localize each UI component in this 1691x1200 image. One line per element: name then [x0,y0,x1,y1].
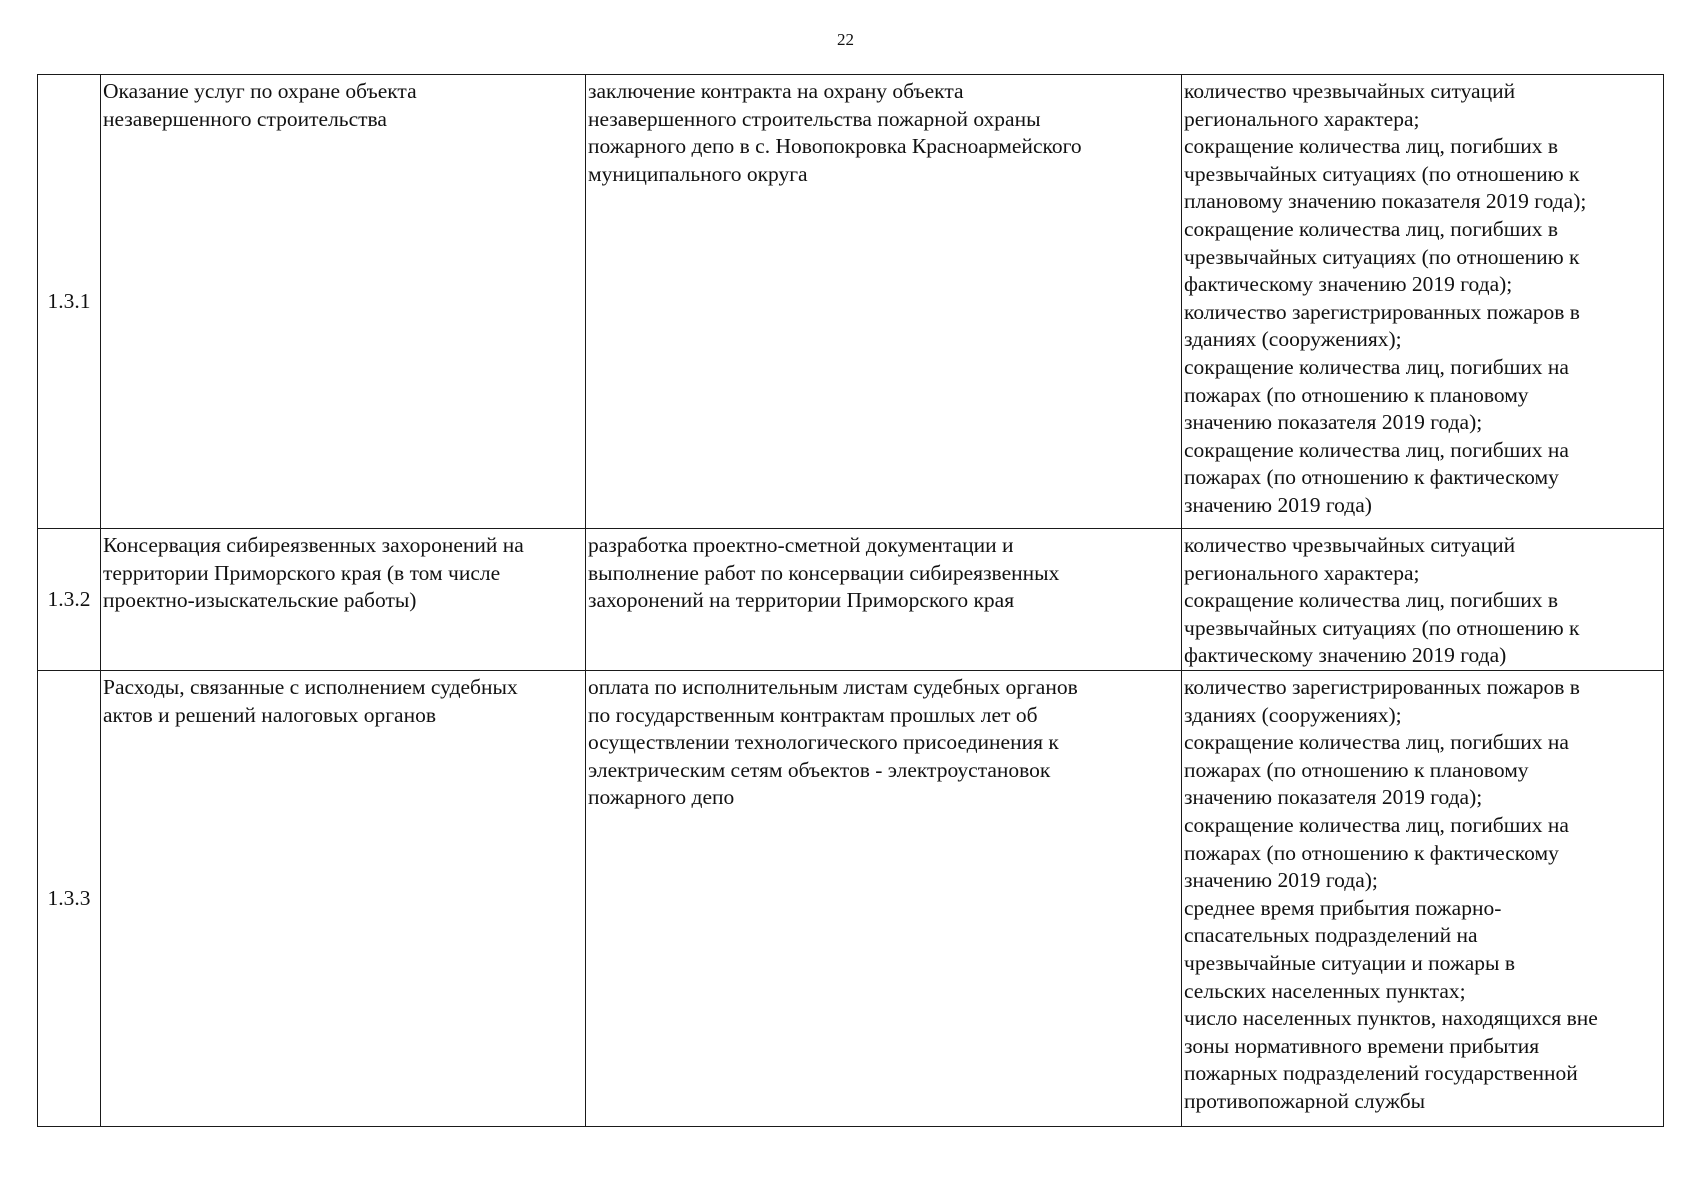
cell-text-line: сельских населенных пунктах; [1184,978,1466,1003]
cell-text-line: Расходы, связанные с исполнением судебных [103,675,518,699]
cell-text-line: Консервация сибиреязвенных захоронений на [103,533,524,557]
cell-text-line: осуществлении технологического присоединения к [588,730,1059,755]
item-indicators [1182,671,1664,1127]
item-number: 1.3.3 [38,671,101,1127]
cell-text-line: сокращение количества лиц, погибших в [1184,134,1559,159]
item-measure [586,75,1182,529]
cell-text-line: Оказание услуг по охране объекта [103,79,417,103]
cell-text-line: проектно-изыскательские работы) [103,588,417,613]
cell-text-line: незавершенного строительства пожарной охраны [588,106,1041,131]
measures-table [37,74,1664,1127]
item-name [101,671,586,1127]
cell-text-line: оплата по исполнительным листам судебных органов [588,675,1078,699]
item-name [101,75,586,529]
item-measure [586,671,1182,1127]
cell-text-line: значению 2019 года); [1184,868,1378,893]
item-number: 1.3.2 [38,529,101,671]
cell-text-line: фактическому значению 2019 года); [1184,272,1513,297]
cell-text-line: пожарах (по отношению к плановому [1184,382,1529,407]
cell-text-line: разработка проектно-сметной документации и [588,533,1014,557]
cell-text-line: сокращение количества лиц, погибших в [1184,216,1559,241]
item-indicators [1182,75,1664,529]
cell-text-line: зданиях (сооружениях); [1184,327,1402,352]
cell-text-line: значению показателя 2019 года); [1184,785,1483,810]
cell-text-line: муниципального округа [588,161,808,186]
table-row [38,75,1664,529]
cell-text-line: сокращение количества лиц, погибших на [1184,730,1569,755]
cell-text-line: сокращение количества лиц, погибших на [1184,812,1569,837]
cell-text-line: чрезвычайных ситуациях (по отношению к [1184,615,1580,640]
cell-text-line: зоны нормативного времени прибытия [1184,1033,1540,1058]
cell-text-line: пожарах (по отношению к фактическому [1184,465,1559,490]
cell-text-line: количество зарегистрированных пожаров в [1184,675,1580,699]
cell-text-line: количество чрезвычайных ситуаций [1184,533,1516,557]
cell-text-line: сокращение количества лиц, погибших в [1184,588,1559,613]
item-measure [586,529,1182,671]
cell-text-line: захоронений на территории Приморского края [588,588,1015,613]
cell-text-line: количество зарегистрированных пожаров в [1184,299,1580,324]
cell-text-line: регионального характера; [1184,106,1420,131]
cell-text-line: среднее время прибытия пожарно- [1184,895,1502,920]
cell-text-line: пожарного депо [588,785,735,810]
item-number: 1.3.1 [38,75,101,529]
cell-text-line: противопожарной службы [1184,1088,1426,1113]
cell-text-line: пожарного депо в с. Новопокровка Красноармейского [588,134,1082,159]
cell-text-line: выполнение работ по консервации сибиреязвенных [588,560,1060,585]
cell-text-line: чрезвычайных ситуациях (по отношению к [1184,244,1580,269]
cell-text-line: количество чрезвычайных ситуаций [1184,79,1516,103]
table-row [38,671,1664,1127]
cell-text-line: значению 2019 года) [1184,492,1372,517]
cell-text-line: сокращение количества лиц, погибших на [1184,437,1569,462]
cell-text-line: пожарах (по отношению к фактическому [1184,840,1559,865]
page-number: 22 [837,30,854,49]
item-indicators [1182,529,1664,671]
cell-text-line: заключение контракта на охрану объекта [588,79,964,103]
table-row [38,529,1664,671]
cell-text-line: плановому значению показателя 2019 года); [1184,189,1587,214]
cell-text-line: значению показателя 2019 года); [1184,410,1483,435]
cell-text-line: по государственным контрактам прошлых лет об [588,702,1038,727]
cell-text-line: пожарных подразделений государственной [1184,1061,1578,1086]
cell-text-line: сокращение количества лиц, погибших на [1184,354,1569,379]
cell-text-line: число населенных пунктов, находящихся вне [1184,1006,1598,1031]
cell-text-line: чрезвычайных ситуациях (по отношению к [1184,161,1580,186]
item-name [101,529,586,671]
cell-text-line: актов и решений налоговых органов [103,702,436,727]
cell-text-line: электрическим сетям объектов - электроустановок [588,757,1051,782]
cell-text-line: пожарах (по отношению к плановому [1184,757,1529,782]
cell-text-line: территории Приморского края (в том числе [103,560,501,585]
cell-text-line: незавершенного строительства [103,106,387,131]
cell-text-line: спасательных подразделений на [1184,923,1478,948]
cell-text-line: чрезвычайные ситуации и пожары в [1184,950,1515,975]
cell-text-line: фактическому значению 2019 года) [1184,643,1507,668]
cell-text-line: регионального характера; [1184,560,1420,585]
cell-text-line: зданиях (сооружениях); [1184,702,1402,727]
